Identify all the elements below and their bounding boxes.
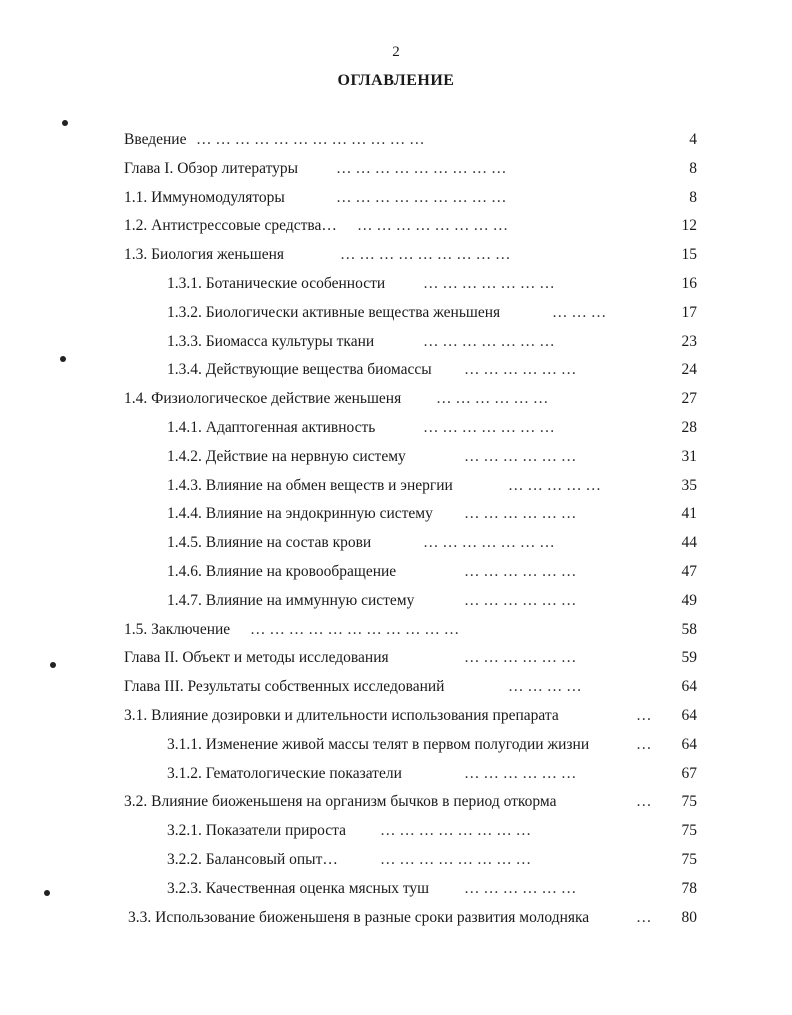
toc-entry bbox=[0, 529, 792, 557]
toc-entry-page-number: 80 bbox=[681, 908, 697, 926]
toc-entry-dot-leader: … … … … bbox=[508, 678, 582, 696]
toc-entry-label: 3.1.1. Изменение живой массы телят в первом полугодии жизни bbox=[167, 735, 590, 753]
toc-entry-page-number: 41 bbox=[681, 505, 697, 523]
toc-entry-label: 1.3.1. Ботанические особенности bbox=[167, 275, 386, 292]
toc-entry-page-number: 58 bbox=[681, 620, 697, 638]
toc-entry-dot-leader: … bbox=[636, 707, 652, 724]
toc-entry bbox=[0, 558, 792, 586]
toc-entry bbox=[0, 702, 792, 730]
toc-entry bbox=[0, 587, 792, 615]
toc-entry-dot-leader: … bbox=[636, 908, 652, 926]
toc-entry-dot-leader: … … … … … … bbox=[464, 505, 577, 523]
toc-entry-dot-leader: … … … … … … bbox=[436, 390, 549, 408]
toc-entry-page-number: 8 bbox=[689, 159, 697, 177]
toc-entry-dot-leader: … … … … … … bbox=[464, 764, 577, 782]
toc-entry-label: 3.3. Использование биоженьшеня в разные сроки развития молодняка bbox=[128, 908, 590, 926]
toc-entry bbox=[0, 385, 792, 413]
toc-entry-page-number: 75 bbox=[681, 822, 697, 840]
toc-entry-page-number: 31 bbox=[681, 447, 697, 465]
toc-entry bbox=[0, 212, 792, 240]
toc-entry-page-number: 75 bbox=[681, 851, 697, 868]
toc-entry-label: Введение bbox=[124, 131, 187, 148]
toc-entry bbox=[0, 155, 792, 183]
toc-entry bbox=[0, 241, 792, 269]
toc-entry-dot-leader: … … … … … … … … … bbox=[336, 159, 507, 177]
toc-entry-label: 1.4. Физиологическое действие женьшеня bbox=[124, 390, 402, 408]
toc-entry-label: 1.2. Антистрессовые средства… bbox=[124, 217, 337, 235]
toc-entry-label: 1.1. Иммуномодуляторы bbox=[124, 188, 285, 206]
toc-entry-page-number: 49 bbox=[681, 591, 697, 609]
toc-entry-label: 1.3.2. Биологически активные вещества женьшеня bbox=[167, 303, 501, 321]
toc-entry-label: 1.4.1. Адаптогенная активность bbox=[167, 419, 376, 436]
toc-entry-page-number: 47 bbox=[681, 563, 697, 580]
toc-entry-label: 1.5. Заключение bbox=[124, 620, 231, 638]
toc-entry-dot-leader: … bbox=[636, 735, 652, 753]
toc-entry-dot-leader: … … … … … … … … bbox=[357, 217, 509, 235]
toc-entry-dot-leader: … bbox=[636, 793, 652, 811]
toc-entry-dot-leader: … … … … … … … … … … … bbox=[250, 620, 460, 638]
toc-entry-label: 1.3.4. Действующие вещества биомассы bbox=[167, 361, 432, 379]
toc-entry bbox=[0, 644, 792, 672]
toc-entry-dot-leader: … … … … … … bbox=[464, 591, 577, 609]
toc-entry bbox=[0, 673, 792, 701]
toc-entry bbox=[0, 270, 792, 298]
toc-entry-label: 3.1. Влияние дозировки и длительности использования препарата bbox=[124, 707, 559, 724]
page-title: ОГЛАВЛЕНИЕ bbox=[337, 72, 455, 89]
toc-entry-dot-leader: … … … … … … bbox=[464, 361, 577, 379]
toc-entry-dot-leader: … … … … … … … … bbox=[380, 851, 532, 868]
toc-entry-dot-leader: … … … … … … … bbox=[423, 419, 555, 436]
toc-entry-dot-leader: … … … … … … … bbox=[423, 534, 555, 552]
toc-entry-page-number: 16 bbox=[681, 275, 697, 292]
toc-entry-label: 1.3. Биология женьшеня bbox=[124, 246, 284, 264]
toc-entry-page-number: 8 bbox=[689, 188, 697, 206]
toc-entry-label: 1.4.3. Влияние на обмен веществ и энергии bbox=[167, 476, 453, 494]
toc-entry bbox=[0, 500, 792, 528]
toc-entry-label: Глава I. Обзор литературы bbox=[124, 159, 299, 177]
toc-entry-dot-leader: … … … … … … … … … bbox=[340, 246, 511, 264]
toc-entry-label: 3.2.1. Показатели прироста bbox=[167, 822, 346, 840]
toc-entry-label: 1.4.2. Действие на нервную систему bbox=[167, 447, 406, 465]
toc-entry-page-number: 4 bbox=[689, 131, 697, 148]
toc-entry-label: 3.2.3. Качественная оценка мясных туш bbox=[167, 879, 430, 897]
toc-entry bbox=[0, 328, 792, 356]
toc-entry-page-number: 23 bbox=[681, 332, 697, 350]
toc-entry-dot-leader: … … … … … … … … bbox=[380, 822, 532, 840]
toc-entry bbox=[0, 731, 792, 759]
toc-entry-dot-leader: … … … … … … … … … bbox=[336, 188, 507, 206]
toc-entry-label: 1.4.7. Влияние на иммунную систему bbox=[167, 591, 415, 609]
toc-entry-dot-leader: … … … … … … bbox=[464, 879, 577, 897]
toc-entry-page-number: 15 bbox=[681, 246, 697, 264]
toc-entry bbox=[0, 846, 792, 874]
toc-entry-dot-leader: … … … … … … bbox=[464, 447, 577, 465]
toc-entry-dot-leader: … … … … … … … bbox=[423, 332, 555, 350]
toc-entry-page-number: 64 bbox=[681, 707, 697, 724]
toc-entry-dot-leader: … … … … … … … bbox=[423, 275, 555, 292]
toc-entry-page-number: 17 bbox=[681, 303, 697, 321]
toc-entry bbox=[0, 875, 792, 903]
toc-entry-dot-leader: … … … … … … … … … … … … bbox=[196, 131, 425, 148]
toc-entry-page-number: 64 bbox=[681, 735, 697, 753]
toc-entry-label: 1.4.5. Влияние на состав крови bbox=[167, 534, 372, 552]
toc-entry bbox=[0, 356, 792, 384]
toc-entry-dot-leader: … … … … … bbox=[508, 476, 601, 494]
toc-entry-page-number: 27 bbox=[681, 390, 697, 408]
toc-entry-page-number: 75 bbox=[681, 793, 697, 811]
toc-entry-page-number: 67 bbox=[681, 764, 697, 782]
toc-entry bbox=[0, 472, 792, 500]
toc-entry-label: 1.3.3. Биомасса культуры ткани bbox=[167, 332, 375, 350]
toc-entry bbox=[0, 904, 792, 932]
toc-entry bbox=[0, 788, 792, 816]
toc-entry bbox=[0, 299, 792, 327]
toc-entry-dot-leader: … … … … … … bbox=[464, 563, 577, 580]
toc-entry bbox=[0, 760, 792, 788]
toc-entry-label: 1.4.6. Влияние на кровообращение bbox=[167, 563, 397, 580]
page-number: 2 bbox=[392, 44, 400, 60]
toc-entry-page-number: 78 bbox=[681, 879, 697, 897]
toc-entry-label: 3.2. Влияние биоженьшеня на организм бычков в период откорма bbox=[124, 793, 557, 811]
toc-entry bbox=[0, 443, 792, 471]
toc-entry-page-number: 64 bbox=[681, 678, 697, 696]
toc-entry-label: 3.1.2. Гематологические показатели bbox=[167, 764, 402, 782]
toc-entry bbox=[0, 616, 792, 644]
toc-entry-label: 3.2.2. Балансовый опыт… bbox=[167, 851, 338, 868]
toc-entry-label: 1.4.4. Влияние на эндокринную систему bbox=[167, 505, 433, 523]
toc-entry-page-number: 35 bbox=[681, 476, 697, 494]
toc-entry-page-number: 28 bbox=[681, 419, 697, 436]
toc-entry-dot-leader: … … … … … … bbox=[464, 649, 577, 667]
toc-entry-page-number: 44 bbox=[681, 534, 697, 552]
toc-entry-page-number: 59 bbox=[681, 649, 697, 667]
toc-entry bbox=[0, 817, 792, 845]
toc-entry bbox=[0, 126, 792, 154]
toc-entry-label: Глава II. Объект и методы исследования bbox=[124, 649, 389, 667]
toc-entry-dot-leader: … … … bbox=[552, 303, 607, 321]
toc-entry-page-number: 24 bbox=[681, 361, 697, 379]
toc-entry bbox=[0, 184, 792, 212]
toc-entry-page-number: 12 bbox=[681, 217, 697, 235]
toc-entry bbox=[0, 414, 792, 442]
toc-entry-label: Глава III. Результаты собственных исследований bbox=[124, 678, 445, 696]
